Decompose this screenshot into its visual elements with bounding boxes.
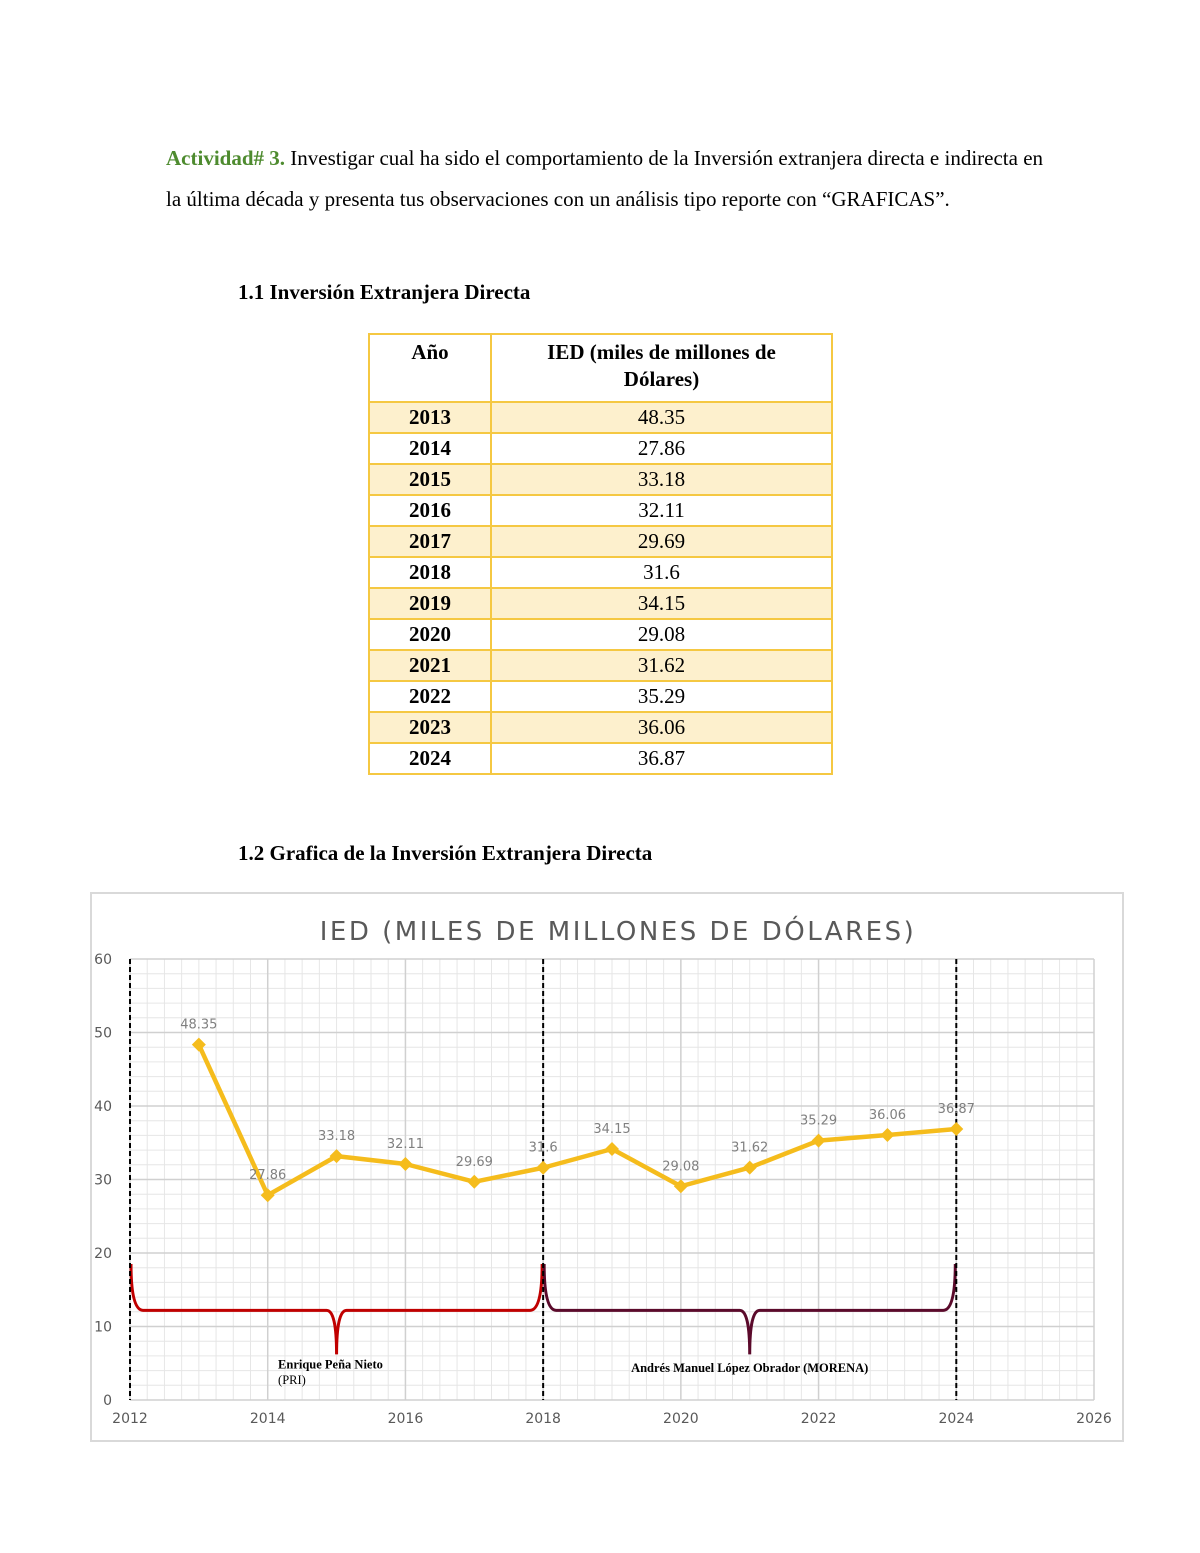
y-tick-label: 50 <box>94 1025 112 1042</box>
x-tick-label: 2026 <box>1076 1411 1112 1427</box>
data-label: 29.69 <box>455 1154 493 1170</box>
header-ied: IED (miles de millones de Dólares) <box>491 334 832 402</box>
chart-svg <box>92 894 1122 1440</box>
table-row <box>369 464 832 495</box>
cell-ied-value: 36.06 <box>491 712 832 743</box>
header-year: Año <box>369 334 491 402</box>
x-tick-label: 2014 <box>249 1411 286 1427</box>
y-tick-label: 0 <box>103 1393 112 1409</box>
y-tick-label: 20 <box>94 1246 112 1262</box>
table-row <box>369 650 832 681</box>
y-tick-label: 30 <box>94 1172 112 1189</box>
cell-year: 2017 <box>369 526 491 557</box>
y-tick-label: 60 <box>94 952 112 968</box>
cell-year: 2013 <box>369 402 491 433</box>
data-point <box>743 1161 757 1175</box>
cell-year: 2024 <box>369 743 491 774</box>
x-tick-label: 2024 <box>938 1411 975 1427</box>
activity-intro <box>166 138 1046 220</box>
cell-ied-value: 33.18 <box>491 464 832 495</box>
y-tick-label: 40 <box>94 1099 112 1115</box>
cell-year: 2023 <box>369 712 491 743</box>
data-point <box>192 1038 206 1052</box>
data-point <box>536 1161 550 1175</box>
table-row <box>369 588 832 619</box>
cell-ied-value: 36.87 <box>491 743 832 774</box>
x-tick-label: 2016 <box>387 1411 424 1427</box>
cell-year: 2014 <box>369 433 491 464</box>
x-tick-label: 2020 <box>663 1411 699 1427</box>
data-label: 29.08 <box>662 1159 700 1175</box>
table-row <box>369 743 832 774</box>
table-header-row <box>369 334 832 402</box>
data-label: 33.18 <box>317 1129 356 1145</box>
cell-ied-value: 35.29 <box>491 681 832 712</box>
data-label: 31.6 <box>528 1140 558 1156</box>
cell-ied-value: 27.86 <box>491 433 832 464</box>
x-tick-label: 2022 <box>800 1411 837 1427</box>
activity-label: Actividad# 3. <box>166 146 286 170</box>
chart-title: IED (MILES DE MILLONES DE DÓLARES) <box>319 917 917 947</box>
cell-ied-value: 29.08 <box>491 619 832 650</box>
y-tick-label: 10 <box>94 1319 112 1336</box>
table-row <box>369 681 832 712</box>
cell-year: 2018 <box>369 557 491 588</box>
period-label-amlo: Andrés Manuel López Obrador (MORENA) <box>631 1361 869 1376</box>
cell-year: 2021 <box>369 650 491 681</box>
data-label: 34.15 <box>593 1121 631 1137</box>
cell-year: 2020 <box>369 619 491 650</box>
cell-year: 2019 <box>369 588 491 619</box>
section-title-ied: 1.1 Inversión Extranjera Directa <box>238 280 531 304</box>
cell-ied-value: 48.35 <box>491 402 832 433</box>
data-label: 48.35 <box>180 1017 218 1033</box>
section-title-chart: 1.2 Grafica de la Inversión Extranjera Directa <box>238 841 653 865</box>
cell-year: 2015 <box>369 464 491 495</box>
table-row <box>369 495 832 526</box>
table-row <box>369 526 832 557</box>
data-label: 31.62 <box>731 1140 769 1156</box>
cell-ied-value: 34.15 <box>491 588 832 619</box>
table-row <box>369 619 832 650</box>
cell-ied-value: 31.6 <box>491 557 832 588</box>
data-point <box>880 1128 894 1142</box>
data-point <box>467 1175 481 1189</box>
data-label: 35.29 <box>799 1113 838 1129</box>
x-tick-label: 2012 <box>112 1411 148 1427</box>
x-tick-label: 2018 <box>525 1411 561 1427</box>
data-point <box>949 1122 963 1136</box>
table-row <box>369 712 832 743</box>
ied-table <box>368 333 833 775</box>
table-row <box>369 557 832 588</box>
ied-chart <box>90 892 1124 1442</box>
cell-ied-value: 32.11 <box>491 495 832 526</box>
cell-ied-value: 29.69 <box>491 526 832 557</box>
cell-year: 2022 <box>369 681 491 712</box>
period-label-epn-party: (PRI) <box>278 1372 306 1387</box>
data-label: 32.11 <box>386 1136 425 1152</box>
data-point <box>398 1157 412 1171</box>
table-row <box>369 433 832 464</box>
data-label: 27.86 <box>249 1168 287 1184</box>
data-label: 36.87 <box>937 1102 975 1118</box>
cell-ied-value: 31.62 <box>491 650 832 681</box>
data-label: 36.06 <box>868 1107 907 1123</box>
table-row <box>369 402 832 433</box>
period-label-epn: Enrique Peña Nieto <box>278 1357 383 1372</box>
cell-year: 2016 <box>369 495 491 526</box>
activity-text: Investigar cual ha sido el comportamiento de la Inversión extranjera directa e indirecta en la última década y presenta tus observaciones con un análisis tipo reporte con “GRAFICAS”. <box>166 146 1044 211</box>
